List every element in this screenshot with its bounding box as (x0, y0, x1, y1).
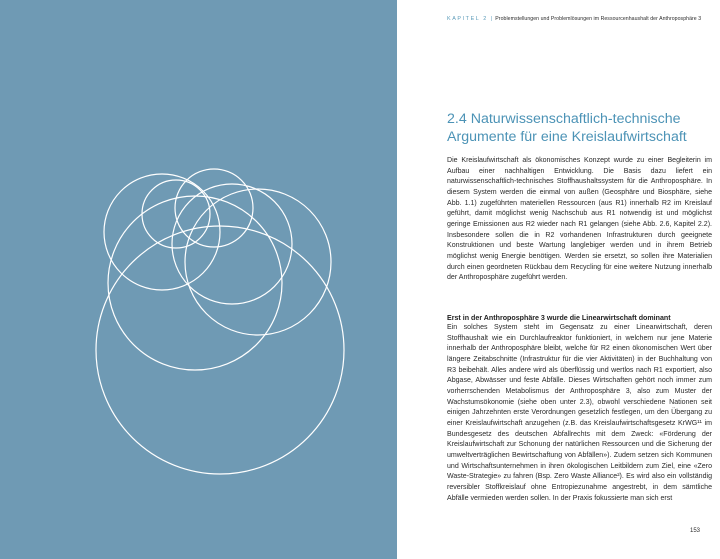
section-title-line1: Naturwissenschaftlich-technische (470, 111, 681, 127)
illustration-circle (96, 226, 344, 474)
body-paragraph: Ein solches System steht im Gegensatz zu einer Linearwirtschaft, deren Stoffhaushalt wie ein Durchlaufreaktor funktioniert, in welchem nur jene Materie innerhalb der Anthroposphäre bleibt, welche für R2 einen ökonomischen Wert über längere Zeitabschnitte (Infrastruktur für die vier Aktivitäten) in der Buchhaltung von R3 beibehält. Alles andere wird als überflüssig und wertlos nach R1 exportiert, also Abgase, Abwässer und feste Abfälle. Dieses Wirtschaften gehört noch immer zum vorherrschenden Metabolismus der Anthroposphäre 3, also zum Muster der Wachstumsökonomie (siehe oben unter 2.3), obwohl verschiedene Nationen seit einigen Jahrzehnten erste Verordnungen gesetzlich festlegen, um den Übergang zu einer Kreislaufwirtschaft anzugehen (z.B. das Kreislaufwirtschaftsgesetz KrWG¹¹ im Bundesgesetz des deutschen Abfallrechts mit dem Zweck: «Förderung der Kreislaufwirtschaft zur Schonung der natürlichen Ressourcen und die Sicherung der umweltverträglichen Bewirtschaftung von Abfällen»). Zudem setzen sich Kommunen und Wirtschaftsunternehmen in ihren ökologischen Leitbildern zum Ziel, eine «Zero Waste-Strategie» zu fahren (Bsp. Zero Waste Alliance²). Es wird also ein vollständig reversibler Stoffkreislauf ohne Entropiezunahme angestrebt, in dem sämtliche Abfälle vermieden werden sollen. In der Praxis fokussierte man sich erst (447, 324, 712, 502)
illustration-circle (185, 189, 331, 335)
illustration-circle (172, 184, 292, 304)
section-heading (447, 110, 712, 146)
page-number: 153 (690, 528, 701, 534)
running-head-title: Problemstellungen und Problemlösungen im Ressourcenhaushalt der Anthroposphäre 3 (495, 16, 702, 22)
running-head-separator: | (490, 16, 493, 22)
illustration-circle (104, 174, 220, 290)
illustration-circle (175, 169, 253, 247)
section-number: 2.4 (447, 111, 467, 127)
running-head (447, 16, 712, 22)
chapter-label: KAPITEL 2 (447, 16, 488, 22)
subheading: Erst in der Anthroposphäre 3 wurde die Linearwirtschaft dominant (447, 314, 671, 322)
section-title-line2: Argumente für eine Kreislaufwirtschaft (447, 129, 687, 145)
body-paragraph: Die Kreislaufwirtschaft als ökonomisches Konzept wurde zu einer Begleiterin im Aufbau einer nachhaltigen Entwicklung. Die Basis dazu liefert ein naturwissenschaftlich-technisches Stoffhaushaltssystem für die Anthroposphäre. In diesem System werden die einmal von außen (Geosphäre und Biosphäre, siehe Abb. 1.1) zugeführten materiellen Ressourcen (aus R1) innerhalb R2 im Kreislauf geführt, damit möglichst wenig Nachschub aus R1 notwendig ist und möglichst geringe Emissionen aus R2 wieder nach R1 gelangen (siehe Abb. 2.6, Kapitel 2.2). Insbesondere sollen die in R2 vorhandenen Infrastrukturen durch geeignete Konstruktionen und beste Wartung langlebiger werden und in ihrem Betrieb möglichst wenig Energie benötigen. Werden sie ersetzt, so sollen ihre Materialien durch einen geordneten Rückbau dem Recycling für eine weitere Nutzung innerhalb der Anthroposphäre zugeführt werden. (447, 157, 712, 282)
